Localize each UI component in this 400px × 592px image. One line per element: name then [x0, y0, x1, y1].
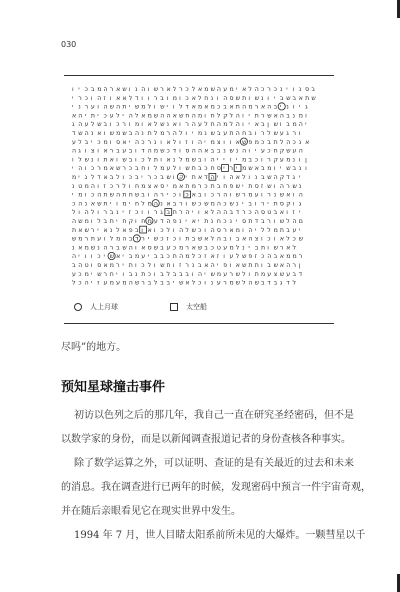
grid-row: נ ט מ ה ו ז כ ר ל ו ח מ צ א ס י מ א ת מ ר כ ת ב ח פ ש י ת ס ז ש ו ה ר ש נ [72, 182, 302, 190]
grid-row: ה י ו ו כ י ש א י ב מ ע י ב ב כ ת ה מ ל כ ז א ז ו ע ל ש פ ז כ ה ב א מ מ ר [72, 253, 303, 261]
paragraph-2-line-2: 的消息。我在调查进行已两年的时候，发现密码中预言一件宇宙奇观， [61, 482, 371, 493]
grid-row: ל ו ה ל ו ר ב נ י ז כ ו ו ר ג ב ת ר ה י ו א ל ה ה ב ד ר כ ה ס ט ב א ו ז י [72, 209, 301, 217]
grid-row: י ר כ ו ה ז ו א א ל ד ו ו ר ב ו מ ו כ א ל ח נ ו ה ס ש ת ו ש נ ו י ב ש ב א ת ש [72, 94, 316, 102]
paragraph-3-line-1: 1994 年 7 月，世人目睹太阳系前所未见的大爆炸。一颗彗星以千 [74, 530, 366, 541]
hebrew-letter-grid [64, 75, 334, 300]
grid-row: נ א מ ש נ ה ר ב ש ה ו א ס ש ב ע כ מ ר א ש ב כ ט ע מ ל נ י ב ת ו ש ר א ל [72, 244, 297, 252]
grid-row: ל כ ה י ז ע מ ע מ ה ש ר ב ל ב ב י ש א ל כ ו נ ע ר מ ש ל ה ש ב ד ב ג ד ל [72, 279, 297, 287]
grid-row: ו י כ ב מ ה ר א ש ו נ ה ו ש ר א ל ר כ ל א מ ש ה ע מ י א ל ה כ ר כ נ י ו נ ס ב [72, 86, 315, 93]
legend-moon-label: 人上月球 [90, 303, 118, 311]
square-marker-icon [170, 303, 178, 311]
grid-row: כ ה נ א ש ת י ו מ י ח ל מ ה נ א ב ר ו ש כ ש מ ה כ ש נ י ב ו ר י ת ס ק ו ג [72, 200, 302, 208]
code-grid-figure [64, 75, 334, 325]
legend-spaceship-label: 太空船 [186, 303, 207, 311]
grid-row: ע ל ב י כ מ ו ס א י ה כ ר נ ו א ל ו ז ו ה י מ צ ו ו א ש פ מ כ ב ת ל ה כ נ א [72, 138, 310, 146]
grid-row: י נ ר ע ו ה ש ה ת י ש מ ל ו ש י ו ל ד א מ א מ כ ב א ת ה מ ר א ה ב י נ ו י ג [72, 103, 308, 111]
section-heading: 预知星球撞击事件 [61, 380, 166, 395]
grid-row: י ה ו כ ר מ א ש ר כ ב ח ו ל מ ע ל ו ש ת ב כ ח ס י ר י מ ש א ב מ ו י ש ב נ ו [72, 165, 307, 173]
legend-moon [74, 302, 118, 312]
grid-row: ד ש ה נ א ו ש מ ש ב ה נ ת ל מ ר ה ל ו י מ נ ש ב ע ת ה ח ב ו ר ל ש ע ג ר ו [72, 130, 301, 137]
grid-row: א ה י ת י כ ע ל י ה ל א מ ש ה ה א ש ח ה מ ו ח ל ק ל ה ו י ת ר ש א ה ב נ מ ו [72, 112, 307, 120]
paragraph-1-line-1: 初访以色列之后的那几年，我自己一直在研究圣经密码，但不是 [74, 410, 354, 421]
grid-row: ו ל ש נ ו ת א ו ש ב ו כ ל ת ו א נ ל מ ש ב ו ה י י ו י מ ב כ ו ר ק ע מ נ ו ן [72, 156, 307, 164]
grid-row: ג ה ע ל ש ב ו כ ר ו מ ו א ל ש נ א ו ר ה ע ל ח ה מ ל ה ו י א ב ן ש ו ב מ ה י [72, 121, 307, 129]
grid-row: ת א ש ר י א נ ל א פ ב ו א ו כ ל ו ה ל ש כ ו ה ס ר א מ ו ה י ל ל מ ת ב ע י [72, 226, 301, 234]
grid-row: ב ה ט ו ס א מ ר י ת ו כ ל ו ש ח ו ז ר נ ב א ה י פ ו א ש ת ת ו ב ש א ה ר ן [72, 262, 301, 269]
grid-row: ש מ ר ת ע ו ל מ ה ב ד ר י ש כ ז כ ו ת ב ש א ל ה ב ו ב א ה צ ו כ ו א ל כ ש [72, 235, 304, 243]
grid-row: מ י ג ל ד א ב ל ו כ ב י ר כ ב ש ו ק י ת א ד ה י ו ה א ל ו נ ב ש ה ק ד ג י [72, 174, 301, 181]
circle-marker-icon [74, 303, 82, 311]
page-number: 030 [61, 40, 77, 49]
paragraph-2-line-3: 并在随后亲眼看见它在现实世界中发生。 [61, 506, 241, 517]
grid-row: ע כ מ י ש ר ח י ו ב נ ת כ ו ב ל ב ב ב ו ה י ש מ ע ר ש ל ו ת מ ע צ ש ע ב ד [72, 270, 303, 278]
paragraph-1-line-2: 以数学家的身份，而是以新闻调查报道记者的身份查核各种事实。 [61, 434, 351, 445]
grid-row: י מ ו כ ה ת ש ה ת ח ש ב ו ה ר י כ ו כ א ב ו כ ר ה ו ש ר מ ע ו ר נ ש א ו ה [72, 191, 303, 199]
grid-row: ה ש מ ו ל ב ת י ח ק ו ח מ ע ד ה פ נ י א י ת נ ח כ נ י ס ת ד ב ר ו ש ל ה ם [72, 218, 303, 225]
figure-bottom-rule [64, 323, 334, 324]
paragraph-2-line-1: 除了数学运算之外，可以证明、查证的是有关最近的过去和未来 [74, 458, 354, 469]
paragraph-continuation: 尽吗”的地方。 [61, 342, 127, 353]
legend-spaceship [170, 302, 207, 312]
grid-row: ה ג ו צ ו א ר ב ע ב ו ד ה מ ש כ ד ו ס ה ה א ב ב נ ש נ ה ו י ע כ ח ק ש ע ה [72, 147, 303, 155]
